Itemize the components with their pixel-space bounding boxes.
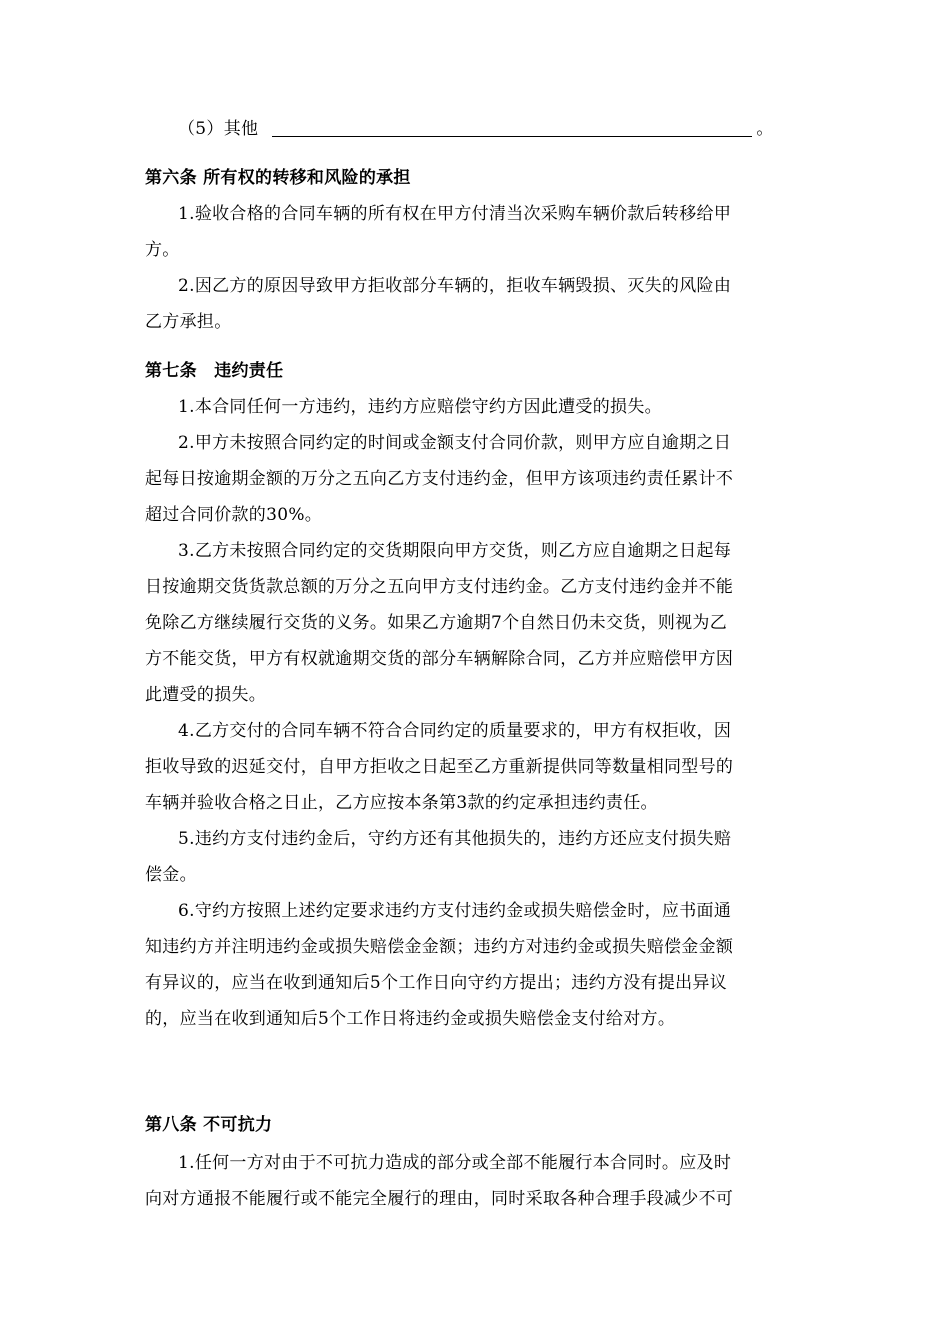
article-6-p1-line2: 方。	[145, 240, 180, 260]
article-7-p1-line1: 1.本合同任何一方违约，违约方应赔偿守约方因此遭受的损失。	[178, 397, 662, 417]
article-8-p1-line2: 向对方通报不能履行或不能完全履行的理由，同时采取各种合理手段减少不可	[145, 1189, 734, 1209]
article-7-p4-line2: 拒收导致的迟延交付，自甲方拒收之日起至乙方重新提供同等数量相同型号的	[145, 757, 734, 777]
article-7-p4-line3: 车辆并验收合格之日止，乙方应按本条第3款的约定承担违约责任。	[145, 793, 658, 813]
article-7-p6-line1: 6.守约方按照上述约定要求违约方支付违约金或损失赔偿金时，应书面通	[178, 901, 732, 921]
article-7-heading: 第七条 违约责任	[145, 361, 284, 381]
article-6-p1-line1: 1.验收合格的合同车辆的所有权在甲方付清当次采购车辆价款后转移给甲	[178, 204, 732, 224]
article-7-p5-line2: 偿金。	[145, 865, 197, 885]
fill-in-blank	[272, 118, 752, 137]
article-7-p3-line2: 日按逾期交货货款总额的万分之五向甲方支付违约金。乙方支付违约金并不能	[145, 577, 734, 597]
article-6-p2-line2: 乙方承担。	[145, 312, 232, 332]
article-7-p2-line3: 超过合同价款的30%。	[145, 505, 323, 525]
article-7-p2-line1: 2.甲方未按照合同约定的时间或金额支付合同价款，则甲方应自逾期之日	[178, 433, 732, 453]
article-6-p2-line1: 2.因乙方的原因导致甲方拒收部分车辆的，拒收车辆毁损、灭失的风险由	[178, 276, 732, 296]
article-7-p6-line4: 的，应当在收到通知后5个工作日将违约金或损失赔偿金支付给对方。	[145, 1009, 676, 1029]
other-item-line	[178, 117, 774, 141]
article-7-p6-line2: 知违约方并注明违约金或损失赔偿金金额；违约方对违约金或损失赔偿金金额	[145, 937, 734, 957]
article-7-p3-line1: 3.乙方未按照合同约定的交货期限向甲方交货，则乙方应自逾期之日起每	[178, 541, 732, 561]
article-7-p6-line3: 有异议的，应当在收到通知后5个工作日向守约方提出；违约方没有提出异议	[145, 973, 728, 993]
article-7-p3-line3: 免除乙方继续履行交货的义务。如果乙方逾期7个自然日仍未交货，则视为乙	[145, 613, 728, 633]
article-7-p5-line1: 5.违约方支付违约金后，守约方还有其他损失的，违约方还应支付损失赔	[178, 829, 732, 849]
article-6-heading: 第六条 所有权的转移和风险的承担	[145, 168, 411, 188]
other-item-end: 。	[756, 119, 774, 139]
article-8-heading: 第八条 不可抗力	[145, 1115, 273, 1135]
article-7-p3-line4: 方不能交货，甲方有权就逾期交货的部分车辆解除合同，乙方并应赔偿甲方因	[145, 649, 734, 669]
article-7-p2-line2: 起每日按逾期金额的万分之五向乙方支付违约金，但甲方该项违约责任累计不	[145, 469, 734, 489]
article-7-p3-line5: 此遭受的损失。	[145, 685, 267, 705]
article-8-p1-line1: 1.任何一方对由于不可抗力造成的部分或全部不能履行本合同时。应及时	[178, 1153, 732, 1173]
article-7-p4-line1: 4.乙方交付的合同车辆不符合合同约定的质量要求的，甲方有权拒收，因	[178, 721, 732, 741]
other-item-label: （5）其他	[178, 119, 259, 139]
